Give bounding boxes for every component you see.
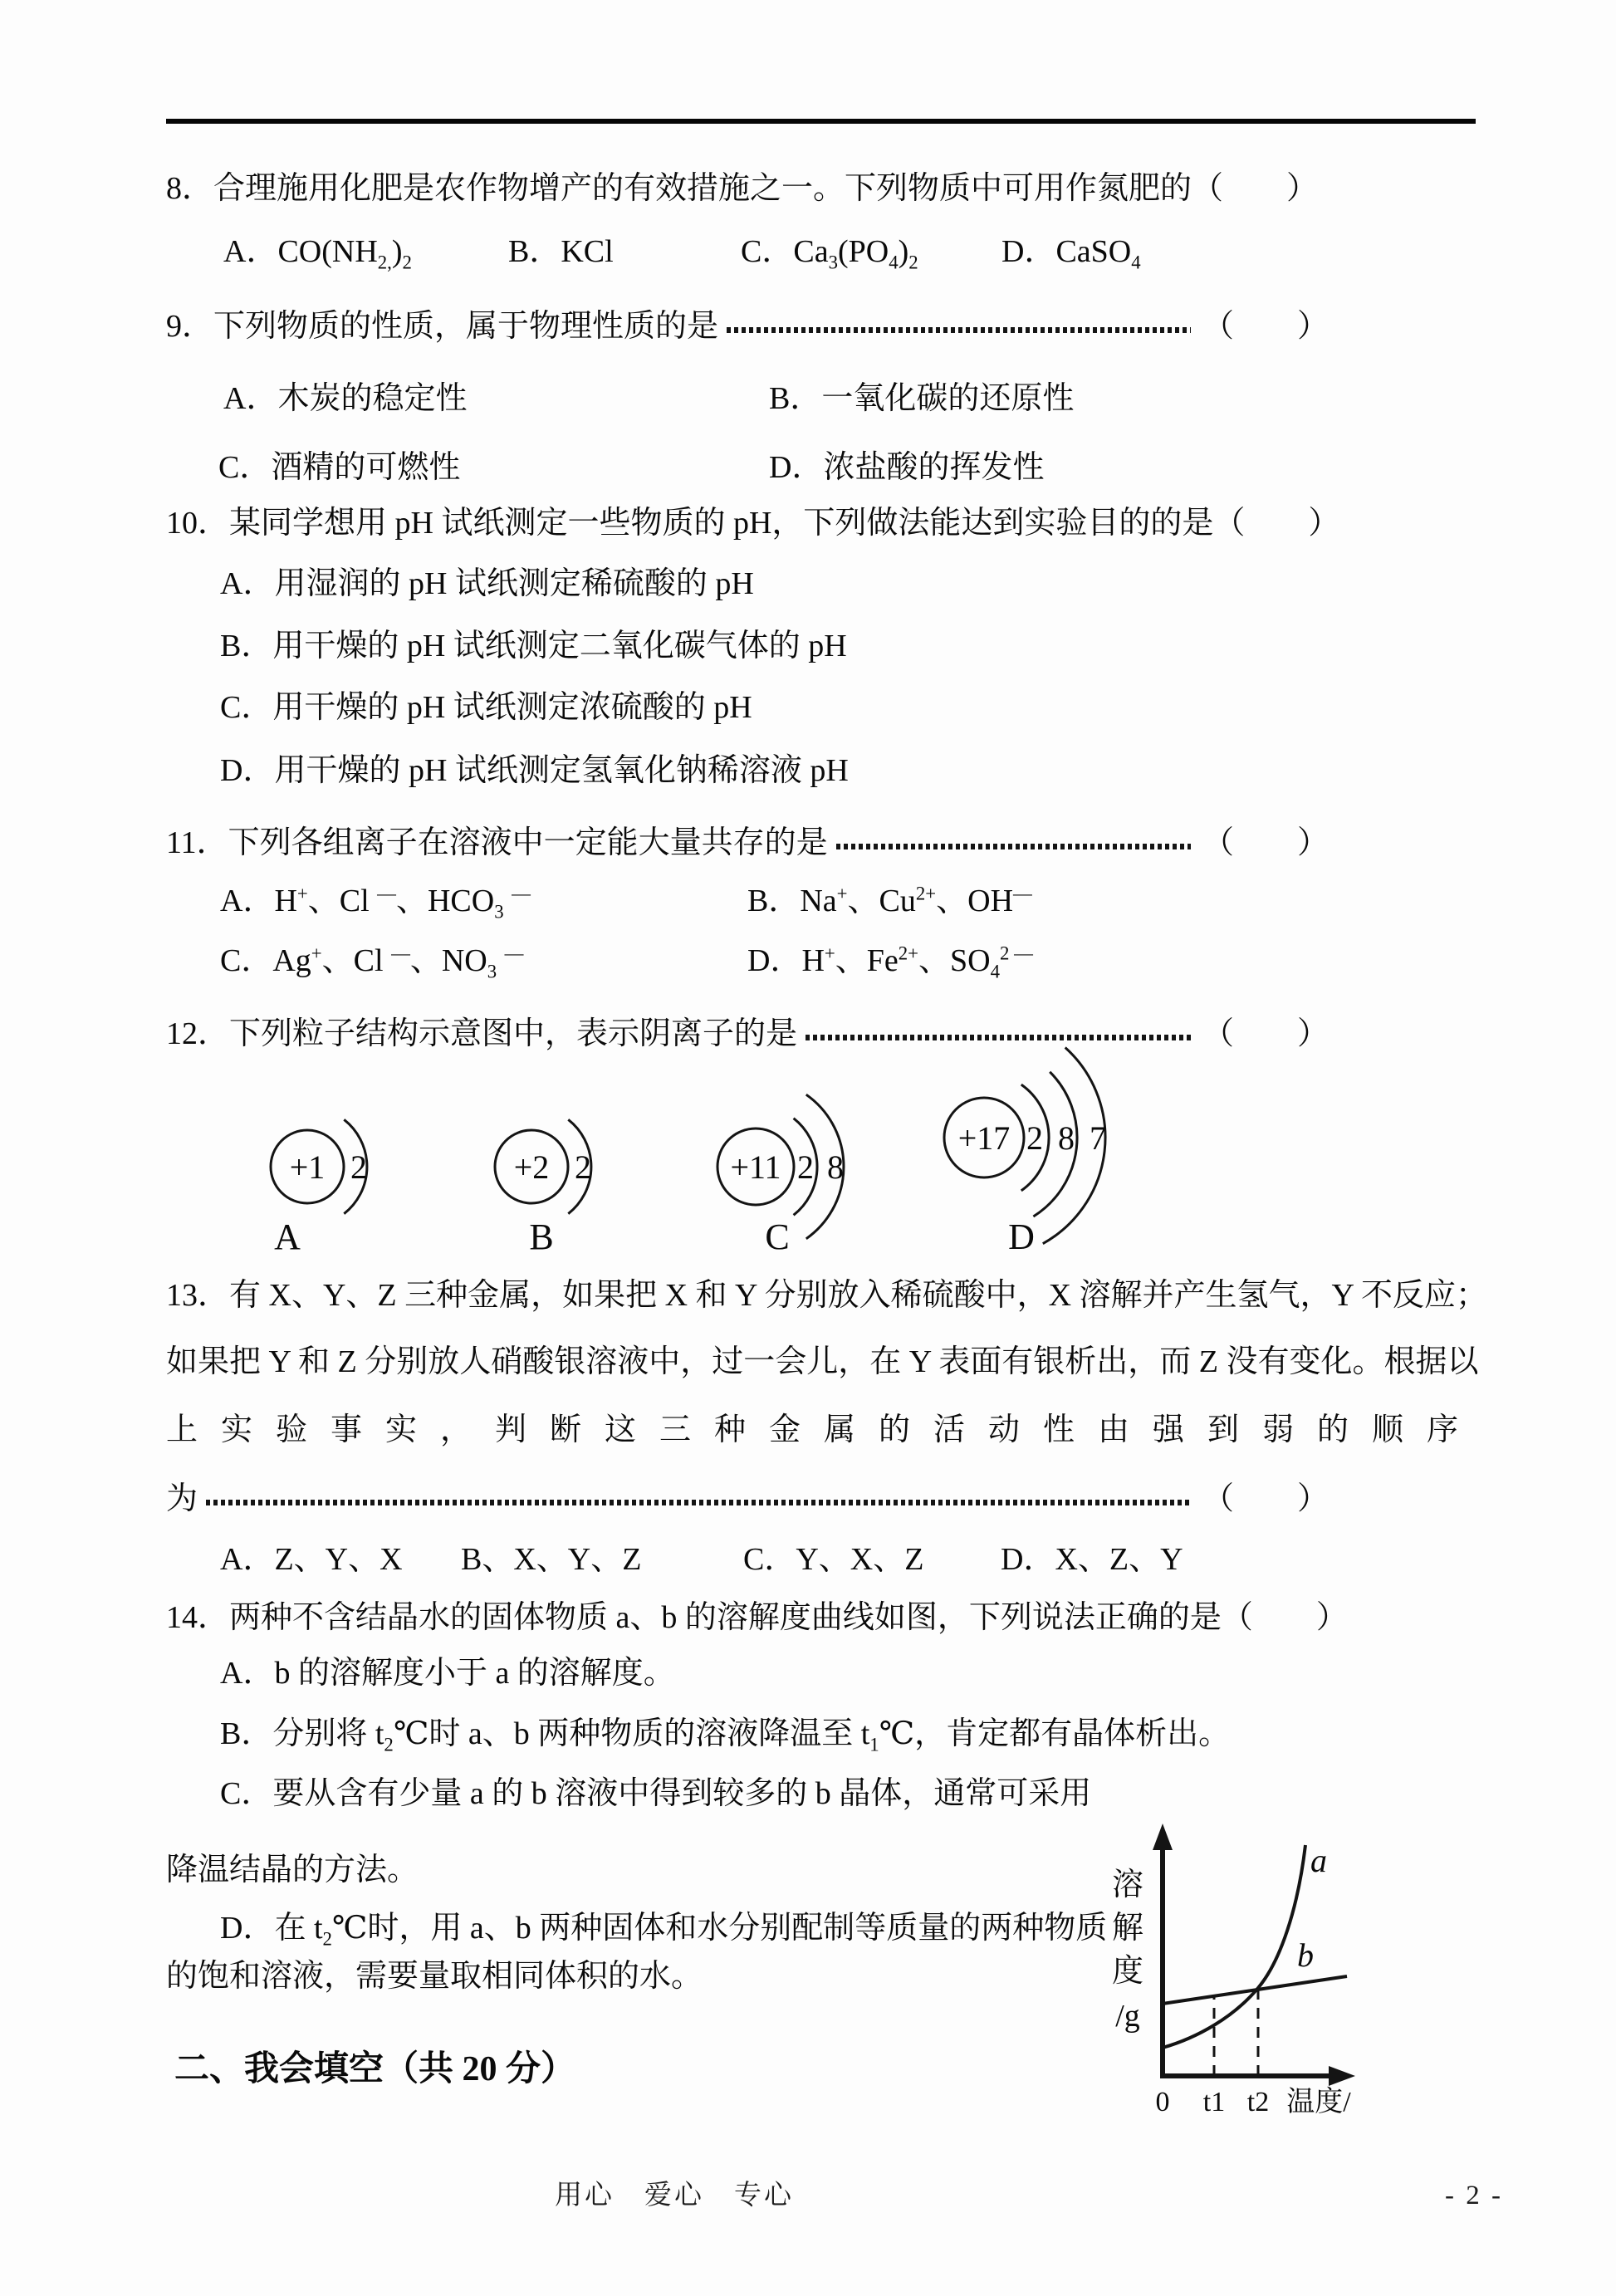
x-axis-label: 温度/	[1286, 2087, 1351, 2117]
q13-line4-prefix: 为	[166, 1481, 198, 1516]
curve-b-label: b	[1297, 1936, 1314, 1974]
nucleus-charge: +11	[730, 1148, 781, 1186]
q12-stem-text: 12．下列粒子结构示意图中，表示阴离子的是	[166, 1016, 798, 1051]
shell-electron-count: 2	[575, 1148, 591, 1186]
particle-b-diagram	[495, 1119, 591, 1257]
question-13-line2: 如果把 Y 和 Z 分别放人硝酸银溶液中，过一会儿，在 Y 表面有银析出，而 Z 没有变化。根据以	[166, 1344, 1479, 1379]
x-tick-0: 0	[1155, 2087, 1170, 2117]
question-8-stem: 8．合理施用化肥是农作物增产的有效措施之一。下列物质中可用作氮肥的（ ）	[166, 171, 1319, 206]
q14-option-d-line2: 的饱和溶液，需要量取相同体积的水。	[166, 1959, 703, 1994]
q11-option-c: C．Ag+、Cl —、$NO_3$ —	[220, 942, 524, 982]
page-number: - 2 -	[1445, 2181, 1503, 2210]
question-13-line4	[166, 1479, 1329, 1519]
nucleus-charge: +1	[289, 1148, 326, 1186]
diagram-label: B	[529, 1217, 554, 1257]
question-9-stem	[166, 306, 1329, 346]
y-axis-arrow	[1153, 1824, 1173, 1850]
q8-option-b: B．KCl	[508, 234, 614, 269]
y-axis-label-char: 溶	[1111, 1868, 1144, 1902]
shell-electron-count: 8	[1058, 1119, 1075, 1157]
q11-option-a: A．H+、Cl —、$HCO_3$ —	[220, 883, 531, 923]
q8-option-c: C．$Ca_3(PO_4)_2$	[741, 234, 918, 273]
y-axis-label-char: /g	[1115, 1999, 1140, 2034]
header-rule	[166, 119, 1476, 124]
diagram-label: D	[1008, 1217, 1035, 1257]
q14-option-c-line2: 降温结晶的方法。	[166, 1853, 419, 1887]
q13-option-d: D．X、Z、Y	[1001, 1542, 1183, 1577]
answer-bracket: （ ）	[1202, 825, 1329, 860]
q14-option-b: B．分别将 $t_2℃$时 a、b 两种物质的溶液降温至 $t_1℃$，肯定都有晶体析出。	[220, 1716, 1231, 1755]
answer-bracket: （ ）	[1202, 309, 1329, 344]
shell-electron-count: 8	[827, 1148, 844, 1186]
q14-option-a: A．b 的溶解度小于 a 的溶解度。	[220, 1656, 675, 1691]
nucleus-charge: +2	[513, 1148, 550, 1186]
q11-stem-text: 11．下列各组离子在溶液中一定能大量共存的是	[166, 825, 828, 860]
y-axis-label-char: 解	[1111, 1911, 1144, 1946]
particle-diagrams	[233, 1030, 1163, 1262]
q10-option-d: D．用干燥的 pH 试纸测定氢氧化钠稀溶液 pH	[220, 753, 849, 788]
q10-option-b: B．用干燥的 pH 试纸测定二氧化碳气体的 pH	[220, 629, 847, 663]
x-tick-t1: t1	[1202, 2087, 1226, 2117]
q13-option-c: C．Y、X、Z	[743, 1542, 924, 1577]
particle-d-diagram	[944, 1048, 1106, 1258]
x-tick-t2: t2	[1246, 2087, 1270, 2117]
q13-option-b: B、X、Y、Z	[461, 1542, 642, 1577]
section-2-title: 二、我会填空（共 20 分）	[174, 2050, 576, 2088]
dotted-leader	[836, 844, 1191, 849]
curve-a-label: a	[1310, 1842, 1327, 1879]
y-axis-label-char: 度	[1111, 1954, 1144, 1989]
q9-option-a: A．木炭的稳定性	[223, 381, 468, 416]
q8-option-a: A．$CO(NH_{2,})_2$	[223, 234, 412, 273]
q11-option-d: D．H+、$Fe^{2+}$、$SO_4^{2 —}$	[747, 942, 1033, 982]
q11-option-b: B．Na+、$Cu^{2+}$、OH—	[747, 883, 1032, 918]
dotted-leader	[206, 1500, 1191, 1505]
q8-option-d: D．CaSO$_4$	[1001, 234, 1141, 273]
question-13-line3: 上实验事实，判断这三种金属的活动性由强到弱的顺序	[166, 1412, 1482, 1447]
solubility-chart	[1080, 1802, 1378, 2134]
shell-electron-count: 2	[797, 1148, 814, 1186]
footer-motto: 用心 爱心 专心	[555, 2181, 794, 2210]
q10-option-c: C．用干燥的 pH 试纸测定浓硫酸的 pH	[220, 690, 752, 725]
x-axis-arrow	[1329, 2066, 1355, 2086]
shell-electron-count: 7	[1090, 1119, 1106, 1157]
curve-a	[1163, 1845, 1305, 2048]
q9-option-d: D．浓盐酸的挥发性	[769, 450, 1045, 485]
question-13-line1: 13．有 X、Y、Z 三种金属，如果把 X 和 Y 分别放入稀硫酸中，X 溶解并产生氢气，Y 不反应；	[166, 1278, 1488, 1313]
particle-a-diagram	[271, 1119, 367, 1257]
question-14-stem: 14．两种不含结晶水的固体物质 a、b 的溶解度曲线如图，下列说法正确的是（ ）	[166, 1600, 1348, 1635]
q9-option-c: C．酒精的可燃性	[218, 450, 461, 485]
q14-option-c-line1: C．要从含有少量 a 的 b 溶液中得到较多的 b 晶体，通常可采用	[220, 1776, 1092, 1811]
shell-electron-count: 2	[350, 1148, 367, 1186]
diagram-label: A	[274, 1217, 301, 1257]
nucleus-charge: +17	[957, 1119, 1011, 1157]
answer-bracket: （ ）	[1202, 1481, 1329, 1516]
q13-option-a: A．Z、Y、X	[220, 1542, 403, 1577]
diagram-label: C	[765, 1217, 790, 1257]
answer-bracket: （ ）	[1202, 1016, 1329, 1051]
dotted-leader	[727, 327, 1191, 333]
particle-c-diagram	[717, 1094, 844, 1257]
question-11-stem	[166, 823, 1329, 863]
q14-option-d-line1: D．在 $t_2℃$时，用 a、b 两种固体和水分别配制等质量的两种物质	[220, 1911, 1108, 1950]
q9-stem-text: 9．下列物质的性质，属于物理性质的是	[166, 309, 719, 344]
question-10-stem: 10．某同学想用 pH 试纸测定一些物质的 pH，下列做法能达到实验目的的是（ ）	[166, 506, 1340, 541]
q9-option-b: B．一氧化碳的还原性	[769, 381, 1075, 416]
shell-electron-count: 2	[1026, 1119, 1043, 1157]
q10-option-a: A．用湿润的 pH 试纸测定稀硫酸的 pH	[220, 566, 754, 601]
